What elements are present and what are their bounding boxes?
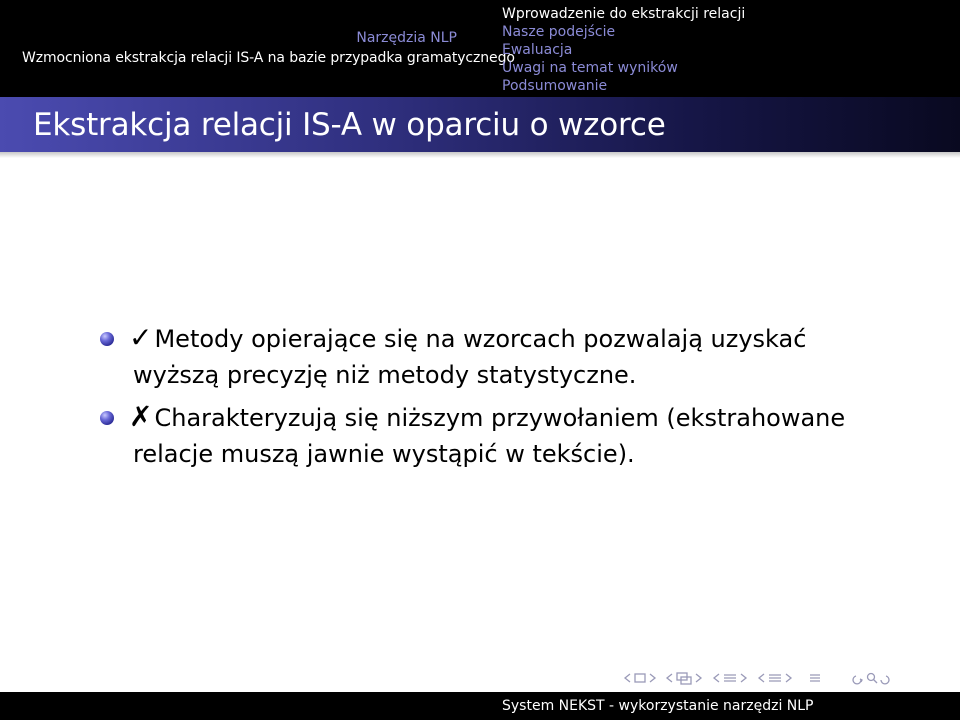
forward-icon[interactable]: [881, 676, 889, 684]
bullet-item: [0, 399, 900, 472]
slide-icon[interactable]: [635, 674, 645, 682]
slide-content: [0, 320, 960, 472]
subsection-icon[interactable]: [724, 675, 736, 681]
presentation-subtitle[interactable]: Wzmocniona ekstrakcja relacji IS-A na bazie przypadka gramatycznego: [22, 50, 515, 66]
nav-item-ewaluacja[interactable]: Ewaluacja: [502, 42, 573, 58]
footer-right-panel: [480, 692, 960, 720]
bullet-text: Charakteryzują się niższym przywołaniem (ekstrahowane relacje muszą jawnie wystąpić w tekście).: [133, 404, 846, 468]
bullet-ball-icon: [100, 332, 114, 346]
section-name[interactable]: Narzędzia NLP: [356, 30, 457, 46]
bullet-ball-icon: [100, 411, 114, 425]
section-icon[interactable]: [769, 675, 781, 681]
next-section-icon[interactable]: [786, 674, 791, 682]
header-left-panel: [0, 0, 515, 97]
nav-item-nasze-podejscie[interactable]: Nasze podejście: [502, 24, 616, 40]
header-right-panel: [480, 0, 960, 97]
nav-item-podsumowanie[interactable]: Podsumowanie: [502, 78, 608, 94]
section-navigation: [502, 5, 745, 95]
checkmark-icon: ✓: [129, 321, 153, 354]
cross-icon: ✗: [129, 400, 153, 433]
prev-frame-icon[interactable]: [667, 674, 672, 682]
frame-title: Ekstrakcja relacji IS-A w oparciu o wzorce: [33, 107, 666, 143]
nav-item-wprowadzenie[interactable]: Wprowadzenie do ekstrakcji relacji: [502, 6, 746, 22]
footer-title: System NEKST - wykorzystanie narzędzi NLP: [502, 698, 814, 714]
footer-bar: [0, 692, 960, 720]
footer-left-panel: [0, 692, 480, 720]
back-icon[interactable]: [853, 676, 861, 684]
frame-title-bar: [0, 97, 960, 152]
next-slide-icon[interactable]: [650, 674, 655, 682]
next-frame-icon[interactable]: [696, 674, 701, 682]
document-icon[interactable]: [810, 675, 820, 681]
header-bar: [0, 0, 960, 97]
nav-arrow-icons: [620, 668, 960, 688]
search-handle-icon: [874, 680, 878, 684]
bullet-text: Metody opierające się na wzorcach pozwalają uzyskać wyższą precyzję niż metody statystyczne.: [133, 325, 807, 389]
bullet-item: [0, 320, 900, 393]
prev-section-icon[interactable]: [759, 674, 764, 682]
search-icon[interactable]: [868, 674, 875, 681]
navigation-symbols: [620, 668, 960, 688]
next-subsection-icon[interactable]: [741, 674, 746, 682]
prev-slide-icon[interactable]: [625, 674, 630, 682]
prev-subsection-icon[interactable]: [714, 674, 719, 682]
nav-item-uwagi[interactable]: Uwagi na temat wyników: [502, 60, 678, 76]
